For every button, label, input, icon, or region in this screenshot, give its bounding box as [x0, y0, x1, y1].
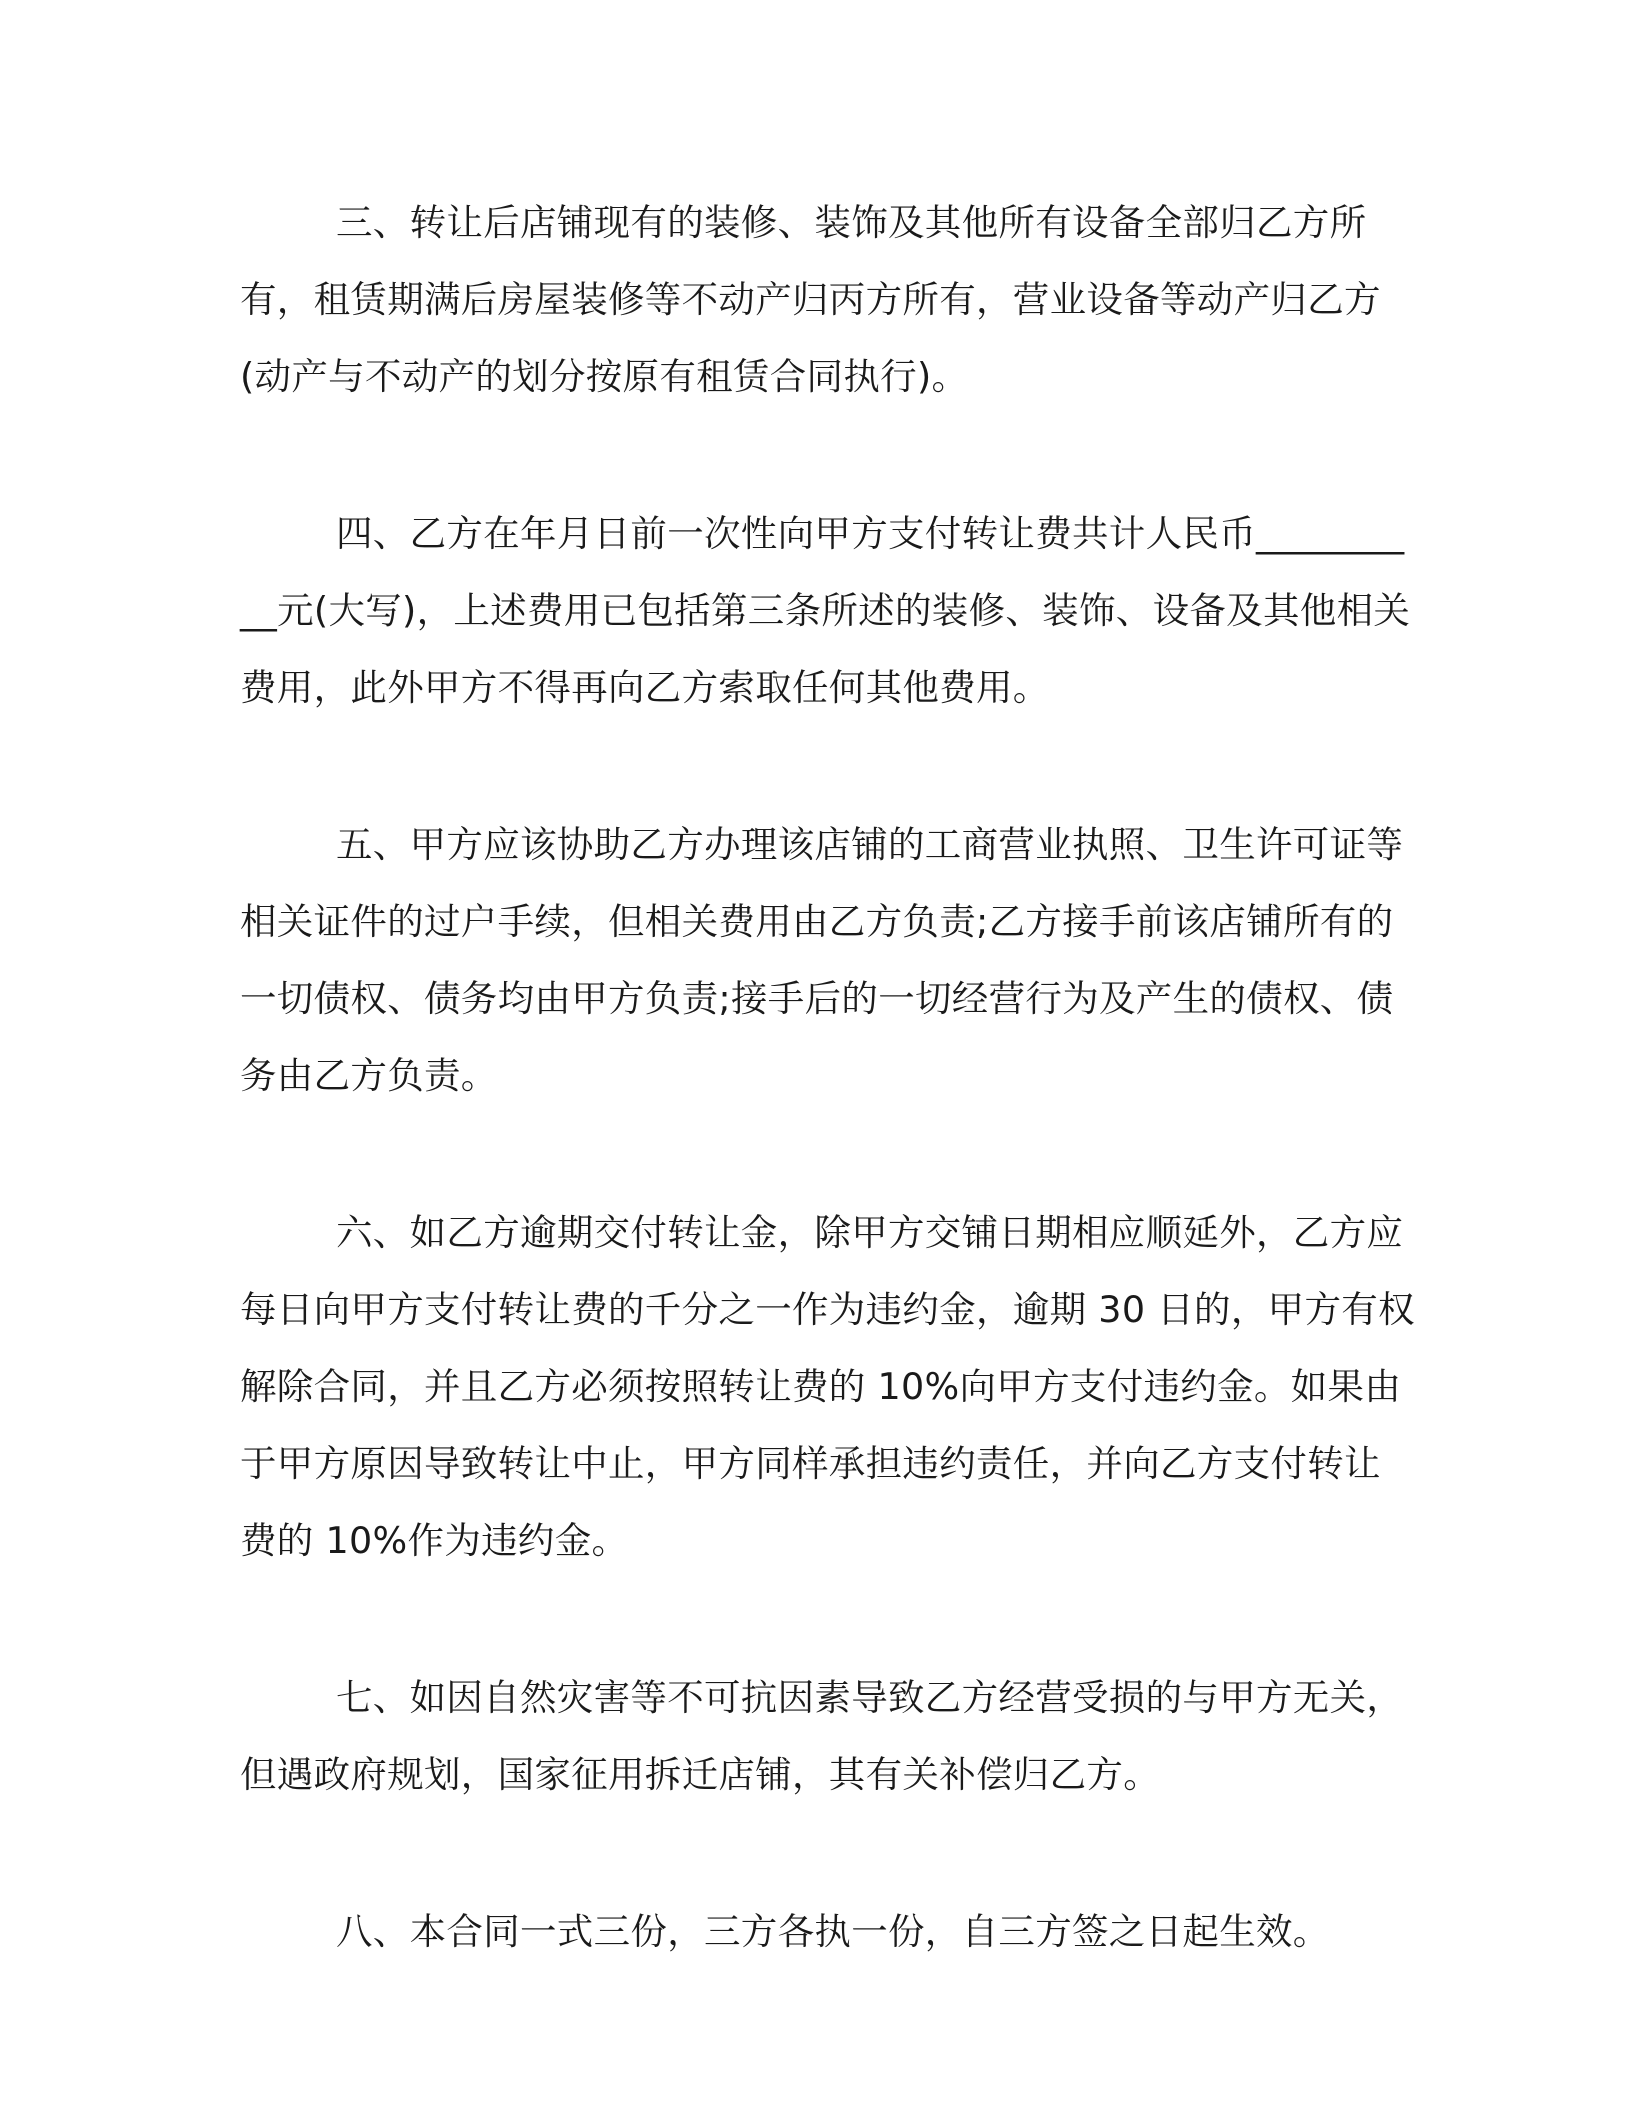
- clause-4-paragraph: 四、乙方在年月日前一次性向甲方支付转让费共计人民币__________元(大写)，上述费用已包括第三条所述的装修、装饰、设备及其他相关费用，此外甲方不得再向乙方索取任何其他费用。: [240, 512, 1411, 709]
- contract-body: [240, 184, 1415, 2050]
- clause-7-paragraph: 七、如因自然灾害等不可抗因素导致乙方经营受损的与甲方无关，但遇政府规划，国家征用拆迁店铺，其有关补偿归乙方。: [240, 1676, 1404, 1796]
- clause-3-paragraph: 三、转让后店铺现有的装修、装饰及其他所有设备全部归乙方所有，租赁期满后房屋装修等不动产归丙方所有，营业设备等动产归乙方(动产与不动产的划分按原有租赁合同执行)。: [240, 201, 1381, 398]
- clause-8-paragraph: 八、本合同一式三份，三方各执一份，自三方签之日起生效。: [336, 1910, 1330, 1953]
- clause-5-paragraph: 五、甲方应该协助乙方办理该店铺的工商营业执照、卫生许可证等相关证件的过户手续，但相关费用由乙方负责;乙方接手前该店铺所有的一切债权、债务均由甲方负责;接手后的一切经营行为及产生的债权、债务由乙方负责。: [240, 823, 1404, 1097]
- clause-6-paragraph: 六、如乙方逾期交付转让金，除甲方交铺日期相应顺延外，乙方应每日向甲方支付转让费的千分之一作为违约金，逾期 30 日的，甲方有权解除合同，并且乙方必须按照转让费的 10%向甲方支付违约金。如果由于甲方原因导致转让中止，甲方同样承担违约责任，并向乙方支付转让费的 10%作为违约金。: [240, 1211, 1415, 1562]
